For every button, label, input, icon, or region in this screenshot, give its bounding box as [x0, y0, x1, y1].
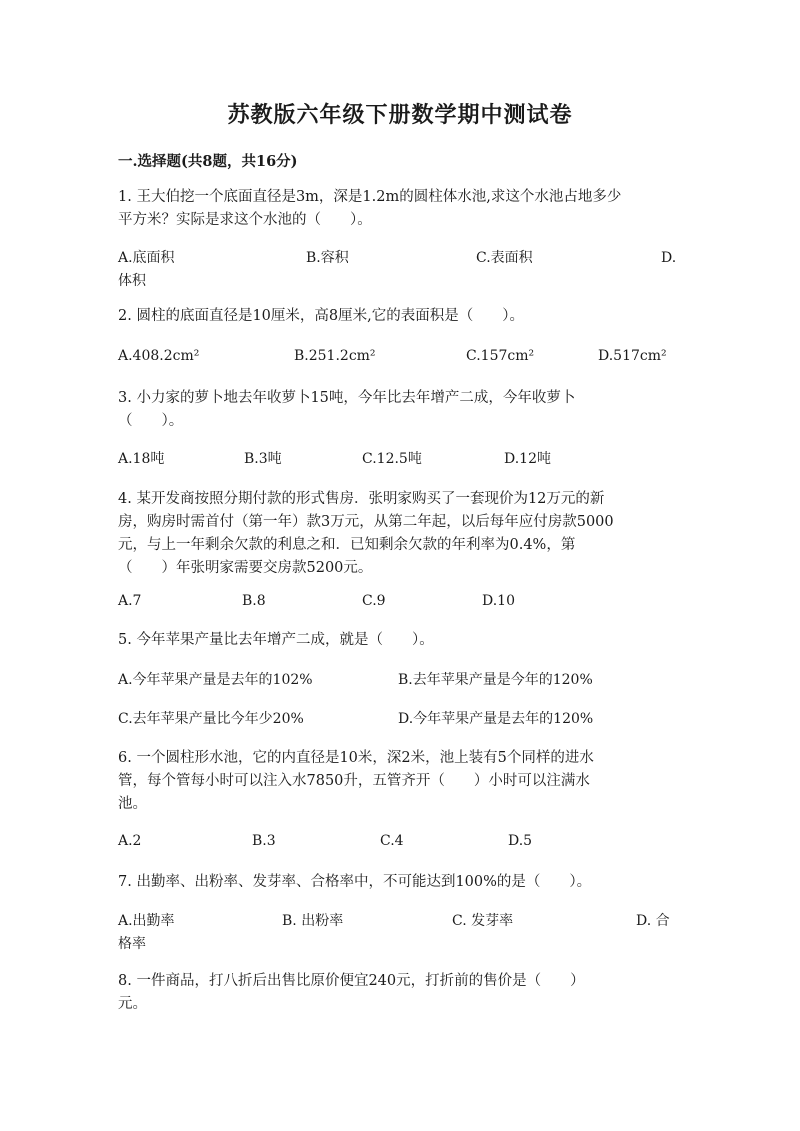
question-2 — [118, 305, 678, 328]
question-line: 房，购房时需首付（第一年）款3万元，从第二年起，以后每年应付房款5000 — [118, 514, 614, 530]
options-5b — [118, 708, 678, 731]
option-d-wrap: 体积 — [118, 273, 146, 289]
question-1 — [118, 186, 678, 232]
option-b: B.8 — [242, 593, 266, 609]
question-line: 4. 某开发商按照分期付款的形式售房．张明家购买了一套现价为12万元的新 — [118, 491, 605, 507]
option-c: C.4 — [380, 833, 404, 849]
option-c: C.表面积 — [476, 250, 533, 266]
option-c: C. 发芽率 — [452, 913, 514, 929]
option-d: D.517cm² — [598, 348, 667, 364]
option-b: B.251.2cm² — [294, 348, 376, 364]
option-b: B.3 — [252, 833, 276, 849]
question-line: 元，与上一年剩余欠款的利息之和．已知剩余欠款的年利率为0.4%，第 — [118, 537, 576, 553]
question-4 — [118, 488, 678, 580]
options-1 — [118, 247, 678, 293]
option-b: B. 出粉率 — [282, 913, 344, 929]
option-c: C.12.5吨 — [362, 451, 422, 467]
option-a: A.18吨 — [118, 451, 165, 467]
option-b: B.容积 — [306, 250, 349, 266]
question-line: （ ）。 — [118, 413, 184, 429]
question-line: 平方米？实际是求这个水池的（ ）。 — [118, 212, 372, 228]
option-d: D. — [661, 250, 677, 266]
question-line: 7. 出勤率、出粉率、发芽率、合格率中，不可能达到100%的是（ ）。 — [118, 874, 592, 890]
section-heading: 一.选择题(共8题，共16分) — [118, 153, 298, 170]
question-line: 8. 一件商品，打八折后出售比原价便宜240元，打折前的售价是（ ） — [118, 973, 585, 989]
option-d: D.12吨 — [504, 451, 551, 467]
option-a: A.今年苹果产量是去年的102% — [118, 672, 313, 688]
option-c: C.去年苹果产量比今年少20% — [118, 711, 304, 727]
option-d: D.5 — [508, 833, 533, 849]
options-7 — [118, 910, 678, 956]
question-line: 3. 小力家的萝卜地去年收萝卜15吨，今年比去年增产二成，今年收萝卜 — [118, 390, 576, 406]
option-d: D.10 — [482, 593, 515, 609]
options-6 — [118, 830, 678, 853]
options-4 — [118, 590, 678, 613]
option-a: A.出勤率 — [118, 913, 175, 929]
question-line: （ ）年张明家需要交房款5200元。 — [118, 560, 373, 576]
page-title: 苏教版六年级下册数学期中测试卷 — [227, 102, 573, 128]
question-3 — [118, 387, 678, 433]
question-line: 5. 今年苹果产量比去年增产二成，就是（ ）。 — [118, 632, 434, 648]
option-a: A.底面积 — [118, 250, 175, 266]
question-line: 1. 王大伯挖一个底面直径是3m，深是1.2m的圆柱体水池,求这个水池占地多少 — [118, 189, 622, 205]
option-a: A.2 — [118, 833, 142, 849]
option-c: C.9 — [362, 593, 386, 609]
question-line: 管，每个管每小时可以注入水7850升，五管齐开（ ）小时可以注满水 — [118, 773, 590, 789]
question-8 — [118, 970, 678, 1016]
options-5a — [118, 669, 678, 692]
option-b: B.去年苹果产量是今年的120% — [398, 672, 593, 688]
option-b: B.3吨 — [244, 451, 282, 467]
question-6 — [118, 747, 678, 816]
option-d-wrap: 格率 — [118, 936, 146, 952]
question-7 — [118, 871, 678, 894]
option-d: D.今年苹果产量是去年的120% — [398, 711, 594, 727]
option-c: C.157cm² — [466, 348, 535, 364]
question-5 — [118, 629, 678, 652]
options-2 — [118, 345, 678, 368]
question-line: 6. 一个圆柱形水池，它的内直径是10米，深2米，池上装有5个同样的进水 — [118, 750, 594, 766]
option-a: A.408.2cm² — [118, 348, 200, 364]
question-line: 2. 圆柱的底面直径是10厘米，高8厘米,它的表面积是（ ）。 — [118, 308, 524, 324]
option-d: D. 合 — [636, 913, 670, 929]
option-a: A.7 — [118, 593, 142, 609]
options-3 — [118, 448, 678, 471]
question-line: 池。 — [118, 796, 147, 812]
question-line: 元。 — [118, 996, 147, 1012]
